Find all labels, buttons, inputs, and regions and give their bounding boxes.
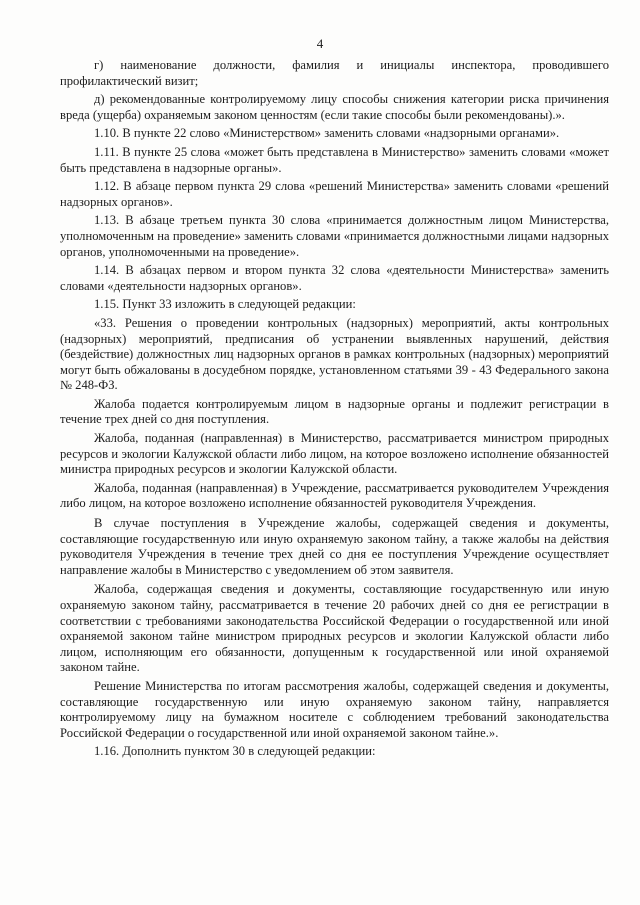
paragraph-1-16: 1.16. Дополнить пунктом 30 в следующей редакции: <box>94 744 376 759</box>
paragraph-ministry-decision: Решение Министерства по итогам рассмотрения жалобы, содержащей сведения и документы, составляющие государственную или иную охраняемую законом тайну, направляется контролируемому лицу на бумажном носителе с соблюдением требований законодательства Российской Федерации о государственной или иной охраняемой законом тайне.». <box>60 678 609 740</box>
paragraph-1-10: 1.10. В пункте 22 слово «Министерством» заменить словами «надзорными органами». <box>94 126 560 141</box>
paragraph-secret-review: Жалоба, содержащая сведения и документы, составляющие государственную или иную охраняемую законом тайну, рассматривается в течение 20 рабочих дней со дня ее регистрации в соответствии с требованиями законодательства Российской Федерации о государственной или иной охраняемой законом тайне министром природных ресурсов и экологии Калужской области либо лицом, исполняющим его обязанности, допущенным к государственной или иной охраняемой законом тайне. <box>60 582 609 675</box>
document-body <box>60 58 609 763</box>
paragraph-item-g: г) наименование должности, фамилия и инициалы инспектора, проводившего профилактический визит; <box>60 58 609 88</box>
paragraph-1-12: 1.12. В абзаце первом пункта 29 слова «решений Министерства» заменить словами «решений надзорных органов». <box>60 179 609 209</box>
paragraph-1-11: 1.11. В пункте 25 слова «может быть представлена в Министерство» заменить словами «может быть представлена в надзорные органы». <box>60 144 609 175</box>
paragraph-complaint-ministry: Жалоба, поданная (направленная) в Министерство, рассматривается министром природных ресурсов и экологии Калужской области либо лицом, на которое возложено исполнение обязанностей министра природных ресурсов и экологии Калужской области. <box>60 431 609 477</box>
paragraph-1-13: 1.13. В абзаце третьем пункта 30 слова «принимается должностным лицом Министерства, уполномоченным на проведение» заменить словами «принимается должностными лицами надзорных органов, уполномоченными на проведение». <box>60 213 609 259</box>
page-number: 4 <box>316 36 324 51</box>
paragraph-item-d: д) рекомендованные контролируемому лицу способы снижения категории риска причинения вреда (ущерба) охраняемым законом ценностям (если такие способы были рекомендованы).». <box>60 92 609 122</box>
paragraph-complaint-filing: Жалоба подается контролируемым лицом в надзорные органы и подлежит регистрации в течение трех дней со дня поступления. <box>60 396 609 427</box>
paragraph-complaint-institution: Жалоба, поданная (направленная) в Учреждение, рассматривается руководителем Учреждения либо лицом, на которое возложено исполнение обязанностей руководителя Учреждения. <box>60 480 609 511</box>
paragraph-secret-forwarding: В случае поступления в Учреждение жалобы, содержащей сведения и документы, составляющие государственную или иную охраняемую законом тайну, а также жалобы на действия руководителя Учреждения в течение трех дней со дня ее поступления Учреждение осуществляет направление жалобы в Министерство с уведомлением об этом заявителя. <box>60 516 609 577</box>
paragraph-1-14: 1.14. В абзацах первом и втором пункта 32 слова «деятельности Министерства» заменить словами «деятельности надзорных органов». <box>60 263 609 293</box>
paragraph-33-decisions: «33. Решения о проведении контрольных (надзорных) мероприятий, акты контрольных (надзорных) мероприятий, предписания об устранении выявленных нарушений, действия (бездействие) должностных лиц надзорных органов в рамках контрольных (надзорных) мероприятий могут быть обжалованы в досудебном порядке, установленном статьями 39 - 43 Федерального закона № 248-ФЗ. <box>60 315 609 393</box>
paragraph-1-15: 1.15. Пункт 33 изложить в следующей редакции: <box>94 297 356 312</box>
